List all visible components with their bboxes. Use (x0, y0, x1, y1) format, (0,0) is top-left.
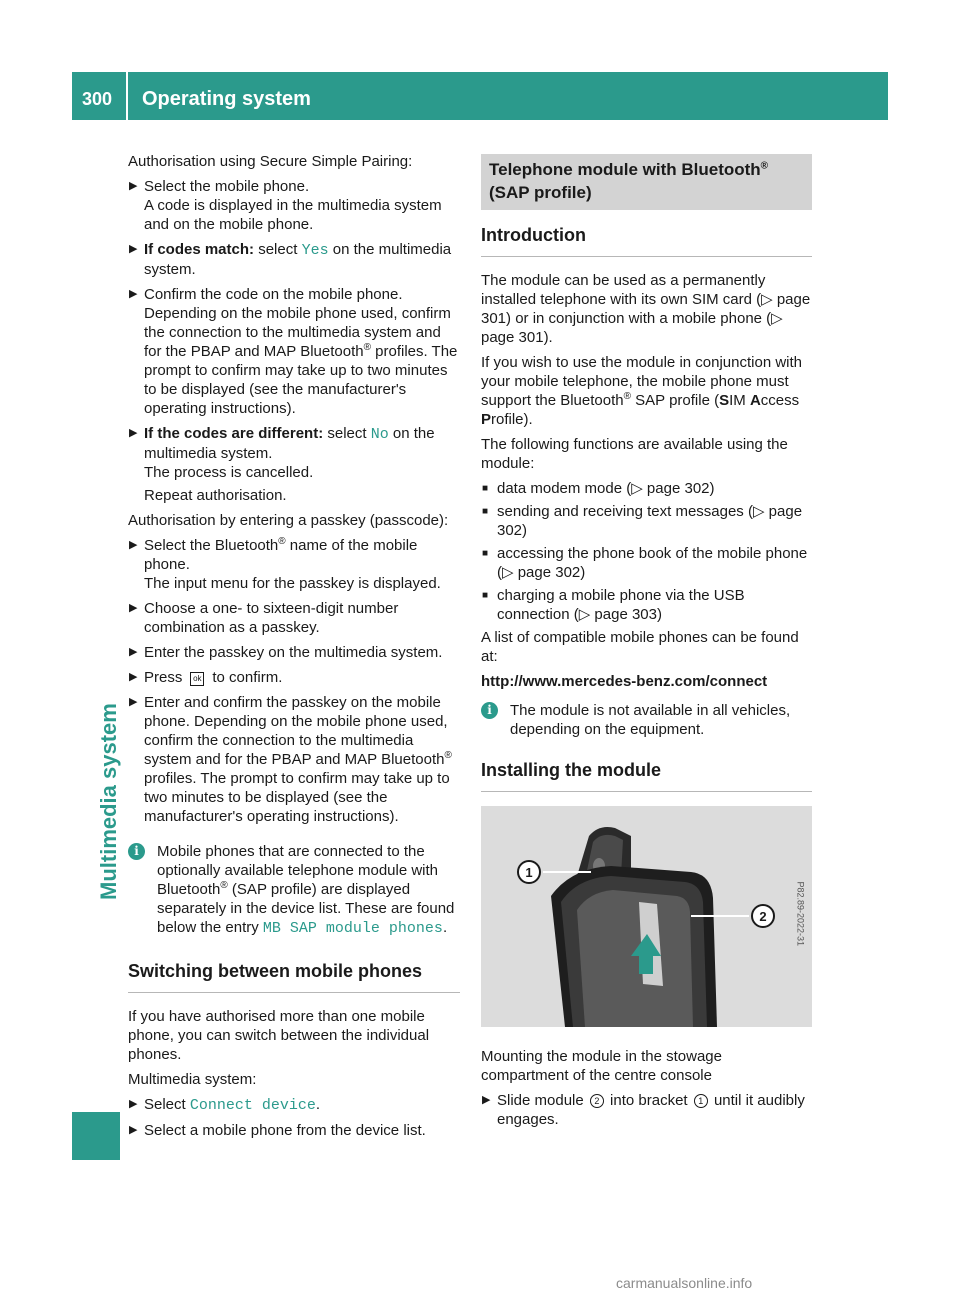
step-text: on the multimedia system. (144, 241, 452, 278)
step-text: Slide module (497, 1092, 588, 1109)
section-title-line: Telephone module with Bluetooth (489, 160, 761, 179)
side-tab-label: Multimedia system (96, 703, 121, 900)
step-codes-match (128, 240, 460, 279)
functions-paragraph: The following functions are available using the module: (481, 436, 788, 472)
ok-key-icon: ok (190, 672, 204, 686)
info-note-availability (481, 701, 812, 739)
intro-text: A (749, 392, 761, 409)
step-enter-passkey: ▶ Enter the passkey on the multimedia system. (128, 643, 460, 662)
menu-item-connect-device: Connect device (189, 1097, 316, 1114)
page-number: 300 (82, 89, 113, 109)
callout-1-ref: 1 (694, 1094, 708, 1108)
list-item: ■ accessing the phone book of the mobile phone (▷ page 302) (481, 544, 812, 582)
step-text: to confirm. (212, 669, 283, 686)
right-column (481, 154, 812, 1135)
step-press-ok (128, 668, 460, 687)
figure-code: P82.89-2022-31 (796, 881, 806, 946)
list-item: ■ data modem mode (▷ page 302) (481, 479, 812, 498)
info-icon: i (481, 702, 498, 719)
page-title: Operating system (142, 88, 311, 110)
compatible-list-paragraph: A list of compatible mobile phones can be found at: (481, 629, 799, 665)
intro-text: rofile). (491, 411, 533, 428)
watermark: carmanualsonline.info (616, 1275, 753, 1291)
step-text: Select the Bluetooth (144, 537, 279, 554)
step-text: A code is displayed in the multimedia system and on the mobile phone. (144, 197, 442, 233)
left-column (128, 152, 460, 1146)
intro-text: SAP profile ( (630, 392, 720, 409)
step-text: select (254, 241, 302, 258)
step-select-phone (128, 177, 460, 234)
intro-text: S (719, 392, 730, 409)
step-text: profiles. The prompt to confirm may take up to two minutes to be displayed (see the manufacturer's operating instructions). (144, 770, 450, 825)
intro-text: If you wish to use the module in conjunction with your mobile telephone, the mobile phone must support the Bluetooth (481, 354, 803, 409)
intro-text: ccess (760, 392, 800, 409)
menu-item-no: No (370, 426, 389, 443)
intro-paragraph: The module can be used as a permanently installed telephone with its own SIM card (▷ page 301) or in conjunction with a mobile phone (▷ page 301). (481, 272, 811, 346)
section-title: Telephone module with Bluetooth® (SAP profile) (481, 154, 812, 210)
step-text: . (315, 1096, 321, 1113)
step-text: into bracket (605, 1092, 692, 1109)
step-text: on the multimedia system. (144, 425, 435, 462)
step-confirm-code: ▶ Confirm the code on the mobile phone. Depending on the mobile phone used, confirm the connection to the multimedia system and for the PBAP and MAP Bluetooth® profiles. The prompt to confirm may take up to two minutes to be displayed (see the manufacturer's operating instructions). (128, 285, 460, 418)
step-select-bluetooth-name: ▶ Select the Bluetooth® name of the mobile phone. The input menu for the passkey is displayed. (128, 536, 460, 593)
list-item: ■ sending and receiving text messages (▷ page 302) (481, 502, 812, 540)
menu-item-yes: Yes (301, 242, 329, 259)
callout-1-label: 1 (525, 865, 533, 880)
step-text: name of the mobile phone. (144, 537, 418, 573)
step-text: select (323, 425, 371, 442)
step-confirm-passkey: ▶ Enter and confirm the passkey on the mobile phone. Depending on the mobile phone used, confirm the connection to the multimedia system and for the PBAP and MAP Bluetooth® profiles. The prompt to confirm may take up to two minutes to be displayed (see the manufacturer's operating instructions). (128, 693, 460, 826)
ssp-intro: Authorisation using Secure Simple Pairing: (128, 153, 413, 170)
introduction-heading: Introduction (481, 224, 812, 257)
multimedia-label: Multimedia system: (128, 1071, 257, 1088)
step-condition: If the codes are different: (144, 425, 324, 442)
step-text: until it audibly engages. (497, 1092, 805, 1128)
step-connect-device (128, 1095, 460, 1115)
intro-paragraph-sap: If you wish to use the module in conjunction with your mobile telephone, the mobile phone must support the Bluetooth® SAP profile (SIM Access Profile). (481, 354, 803, 428)
info-text: The module is not available in all vehicles, depending on the equipment. (510, 702, 791, 738)
passkey-intro: Authorisation by entering a passkey (passcode): (128, 512, 449, 529)
switch-paragraph: If you have authorised more than one mobile phone, you can switch between the individual phones. (128, 1008, 430, 1063)
side-marker (72, 1112, 120, 1160)
step-choose-passkey: ▶ Choose a one- to sixteen-digit number combination as a passkey. (128, 599, 460, 637)
step-slide-module (481, 1091, 812, 1129)
step-condition: If codes match: (144, 241, 255, 258)
intro-text: IM (729, 392, 750, 409)
step-codes-different (128, 424, 460, 505)
menu-entry-sap-phones: MB SAP module phones (262, 920, 443, 937)
step-text: Press (144, 669, 183, 686)
step-select-mobile: ▶ Select a mobile phone from the device list. (128, 1121, 460, 1140)
list-item: ■ charging a mobile phone via the USB connection (▷ page 303) (481, 586, 812, 624)
step-text: Depending on the mobile phone used, confirm the connection to the multimedia system and for the PBAP and MAP Bluetooth (144, 305, 451, 360)
step-text: The process is cancelled. (144, 464, 314, 481)
step-text: Confirm the code on the mobile phone. (144, 286, 403, 303)
intro-text: P (481, 411, 492, 428)
info-text: . (442, 919, 448, 936)
switch-heading: Switching between mobile phones (128, 960, 460, 993)
step-text: The input menu for the passkey is displayed. (144, 575, 441, 592)
module-drawing (481, 806, 812, 1027)
step-text: Select (144, 1096, 190, 1113)
step-text: Repeat authorisation. (144, 487, 287, 504)
step-text: Select the mobile phone. (144, 178, 310, 195)
info-icon: i (128, 843, 145, 860)
step-text: Enter and confirm the passkey on the mobile phone. Depending on the mobile phone used, confirm the connection to the multimedia system and for the PBAP and MAP Bluetooth (144, 694, 448, 768)
installing-heading: Installing the module (481, 759, 812, 792)
info-text: Mobile phones that are connected to the optionally available telephone module with Bluetooth (157, 843, 439, 898)
info-text: (SAP profile) are displayed separately in the device list. These are found below the entry (157, 881, 455, 936)
connect-url[interactable]: http://www.mercedes-benz.com/connect (481, 673, 768, 690)
mount-caption: Mounting the module in the stowage compartment of the centre console (481, 1048, 722, 1084)
side-tab (72, 120, 120, 1160)
step-text: profiles. The prompt to confirm may take up to two minutes to be displayed (see the manufacturer's operating instructions). (144, 343, 458, 417)
section-title-line: (SAP profile) (489, 183, 592, 202)
module-illustration (481, 806, 812, 1027)
info-note-sap: i Mobile phones that are connected to the optionally available telephone module with Bluetooth® (SAP profile) are displayed separately in the device list. These are found below the entry MB SAP module phones. (128, 842, 460, 938)
callout-2-label: 2 (759, 909, 767, 924)
header-divider (126, 72, 128, 120)
callout-2-ref: 2 (590, 1094, 604, 1108)
